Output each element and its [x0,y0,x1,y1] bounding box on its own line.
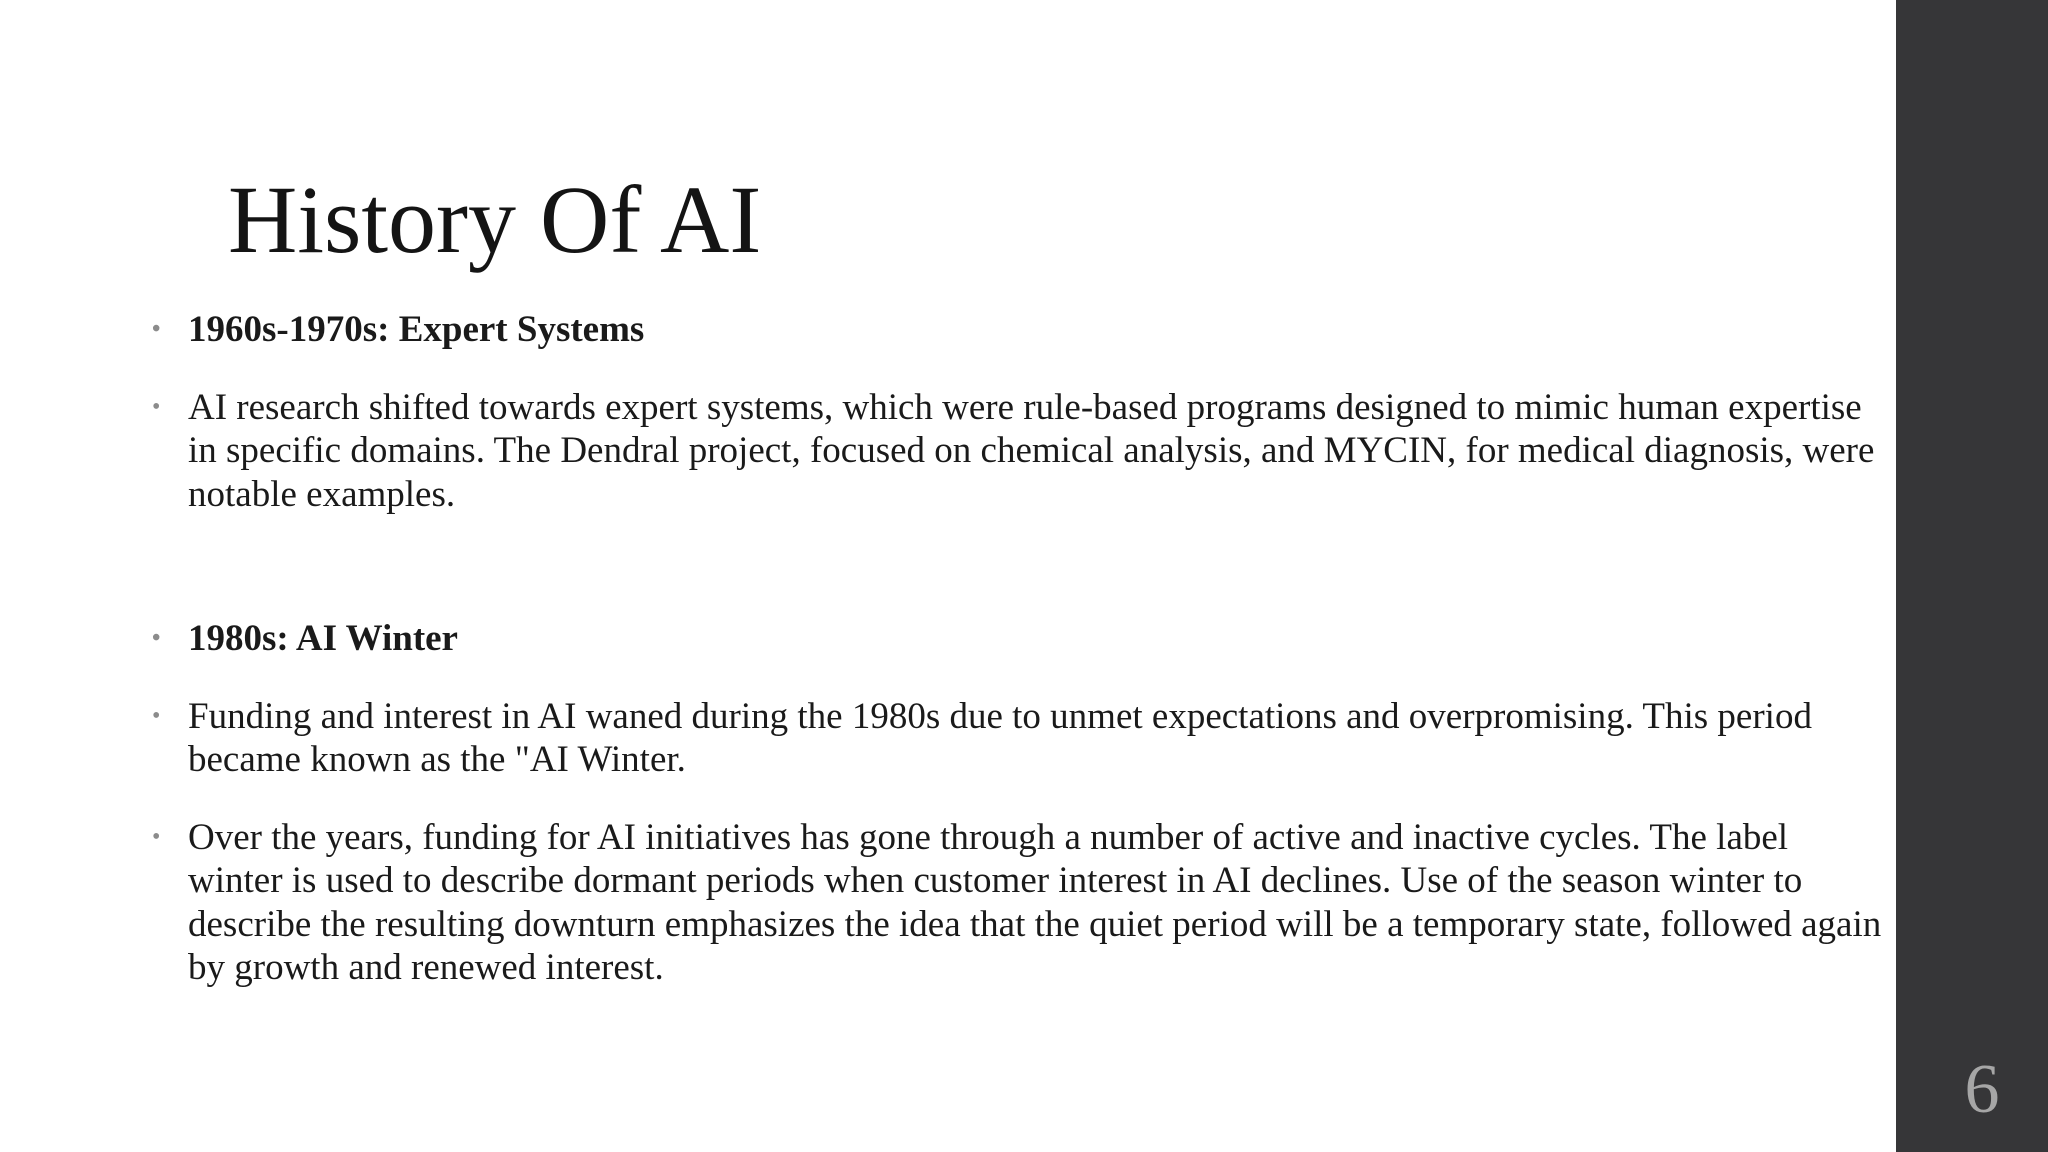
side-accent-bar [1896,0,2048,1152]
bullet-icon: • [152,702,161,729]
bullet-text: Funding and interest in AI waned during the 1980s due to unmet expectations and overpromising. This period became known as the "AI Winter. [188,695,1812,780]
bullet-text: AI research shifted towards expert systems, which were rule-based programs designed to mimic human expertise in specific domains. The Dendral project, focused on chemical analysis, and MYCIN, for medical diagnosis, were notable examples. [188,386,1875,515]
bullet-icon: • [152,316,161,342]
bullet-text: 1980s: AI Winter [188,618,458,659]
slide-number: 6 [1964,1051,2000,1128]
slide-title: History Of AI [228,166,762,273]
bullet-text: Over the years, funding for AI initiatives has gone through a number of active and inactive cycles. The label winter is used to describe dormant periods when customer interest in AI declines. Use of the season winter to describe the resulting downturn emphasizes the idea that the quiet period will be a temporary state, followed again by growth and renewed interest. [188,816,1882,988]
bullet-icon: • [152,823,161,850]
bullet-item-ai-winter-heading [150,617,1890,661]
bullet-item-expert-systems-heading [150,308,1890,352]
bullet-list [150,308,1890,990]
bullet-icon: • [152,625,161,651]
bullet-item-expert-systems-body [150,386,1890,517]
bullet-text: 1960s-1970s: Expert Systems [188,309,645,350]
bullet-icon: • [152,393,161,420]
bullet-item-funding-cycles [150,816,1890,990]
bullet-item-ai-winter-body [150,695,1890,782]
